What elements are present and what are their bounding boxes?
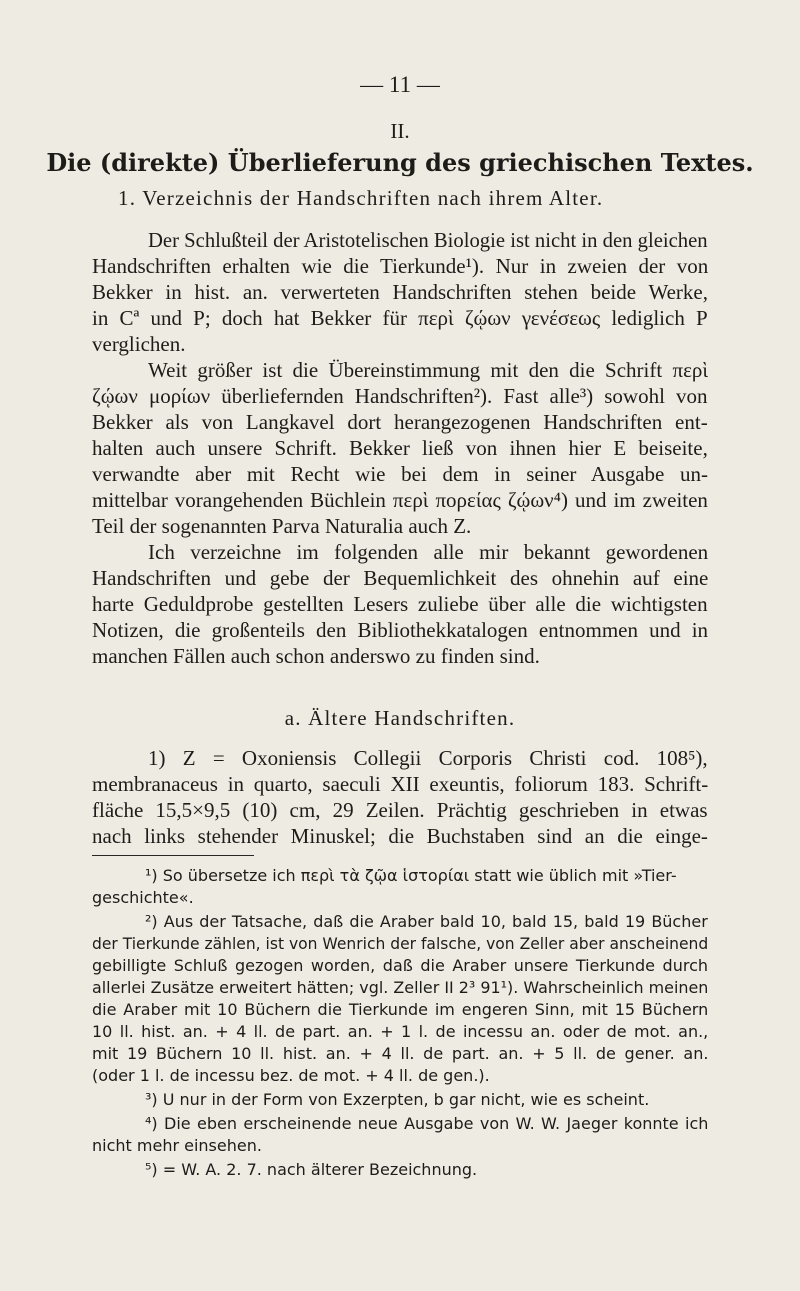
body-line: Weit größer ist die Übereinstimmung mit den die Schrift περὶ	[148, 358, 709, 382]
entry-line: membranaceus in quarto, saeculi XII exeuntis, foliorum 183. Schrift-	[92, 772, 709, 796]
footnote-line: gebilligte Schluß gezogen worden, daß die Araber unsere Tierkunde durch	[92, 956, 709, 975]
footnote-line: (oder 1 l. de incessu bez. de mot. + 4 ll. de gen.).	[92, 1066, 490, 1085]
subsection-heading: a. Ältere Handschriften.	[284, 706, 516, 730]
body-line: Teil der sogenannten Parva Naturalia auch Z.	[92, 514, 472, 538]
body-line: Der Schlußteil der Aristotelischen Biologie ist nicht in den gleichen	[148, 228, 708, 252]
chapter-title: Die (direkte) Überlieferung des griechischen Textes.	[46, 148, 754, 177]
footnote-line: mit 19 Büchern 10 ll. hist. an. + 4 ll. de part. an. + 5 ll. de gener. an.	[92, 1044, 709, 1063]
footnote-line: allerlei Zusätze erweitert hätten; vgl. Zeller II 2³ 91¹). Wahrscheinlich meinen	[92, 978, 709, 997]
body-line: mittelbar vorangehenden Büchlein περὶ πορείας ζῴων⁴) und im zweiten	[92, 488, 708, 512]
body-line: verwandte aber mit Recht wie bei dem in seiner Ausgabe un-	[92, 462, 708, 486]
footnote-separator	[92, 855, 254, 856]
footnote-line: ⁵) = W. A. 2. 7. nach älterer Bezeichnung.	[145, 1160, 478, 1179]
footnote-line: der Tierkunde zählen, ist von Wenrich der falsche, von Zeller aber anscheinend	[92, 934, 709, 953]
entry-line: fläche 15,5×9,5 (10) cm, 29 Zeilen. Prächtig geschrieben in etwas	[92, 798, 708, 822]
footnote-line: nicht mehr einsehen.	[92, 1136, 262, 1155]
body-line: Bekker in hist. an. verwerteten Handschriften stehen beide Werke,	[92, 280, 708, 304]
body-line: ζῴων μορίων überliefernden Handschriften²). Fast alle³) sowohl von	[92, 384, 708, 408]
entry-line: 1) Z = Oxoniensis Collegii Corporis Christi cod. 108⁵),	[148, 746, 708, 770]
body-line: Notizen, die großenteils den Bibliothekkatalogen entnommen und in	[92, 618, 709, 642]
footnote-line: geschichte«.	[92, 888, 194, 907]
footnote-line: ²) Aus der Tatsache, daß die Araber bald 10, bald 15, bald 19 Bücher	[145, 912, 708, 931]
body-line: verglichen.	[92, 332, 186, 356]
footnote-line: die Araber mit 10 Büchern die Tierkunde im engeren Sinn, mit 15 Büchern	[92, 1000, 709, 1019]
body-line: manchen Fällen auch schon anderswo zu finden sind.	[92, 644, 540, 668]
footnote-line: ⁴) Die eben erscheinende neue Ausgabe von W. W. Jaeger konnte ich	[145, 1114, 709, 1133]
entry-line: nach links stehender Minuskel; die Buchstaben sind an die einge-	[92, 824, 708, 848]
body-line: Ich verzeichne im folgenden alle mir bekannt gewordenen	[148, 540, 709, 564]
footnote-line: ¹) So übersetze ich περὶ τὰ ζῷα ἱστορίαι statt wie üblich mit »Tier-	[145, 866, 677, 885]
page-number: — 11 —	[360, 72, 440, 97]
body-line: Bekker als von Langkavel dort herangezogenen Handschriften ent-	[92, 410, 708, 434]
body-line: Handschriften und gebe der Bequemlichkeit des ohnehin auf eine	[92, 566, 709, 590]
body-line: harte Geduldprobe gestellten Lesers zuliebe über alle die wichtigsten	[92, 592, 708, 616]
body-line: halten auch unsere Schrift. Bekker ließ von ihnen hier E beiseite,	[92, 436, 708, 460]
body-line: Handschriften erhalten wie die Tierkunde¹). Nur in zweien der von	[92, 254, 709, 278]
chapter-number: II.	[390, 119, 410, 143]
footnote-line: 10 ll. hist. an. + 4 ll. de part. an. + 1 l. de incessu an. oder de mot. an.,	[92, 1022, 709, 1041]
body-line: in Cª und P; doch hat Bekker für περὶ ζῴων γενέσεως lediglich P	[92, 306, 708, 330]
footnote-line: ³) U nur in der Form von Exzerpten, b gar nicht, wie es scheint.	[145, 1090, 650, 1109]
section-heading: 1. Verzeichnis der Handschriften nach ihrem Alter.	[118, 186, 604, 210]
